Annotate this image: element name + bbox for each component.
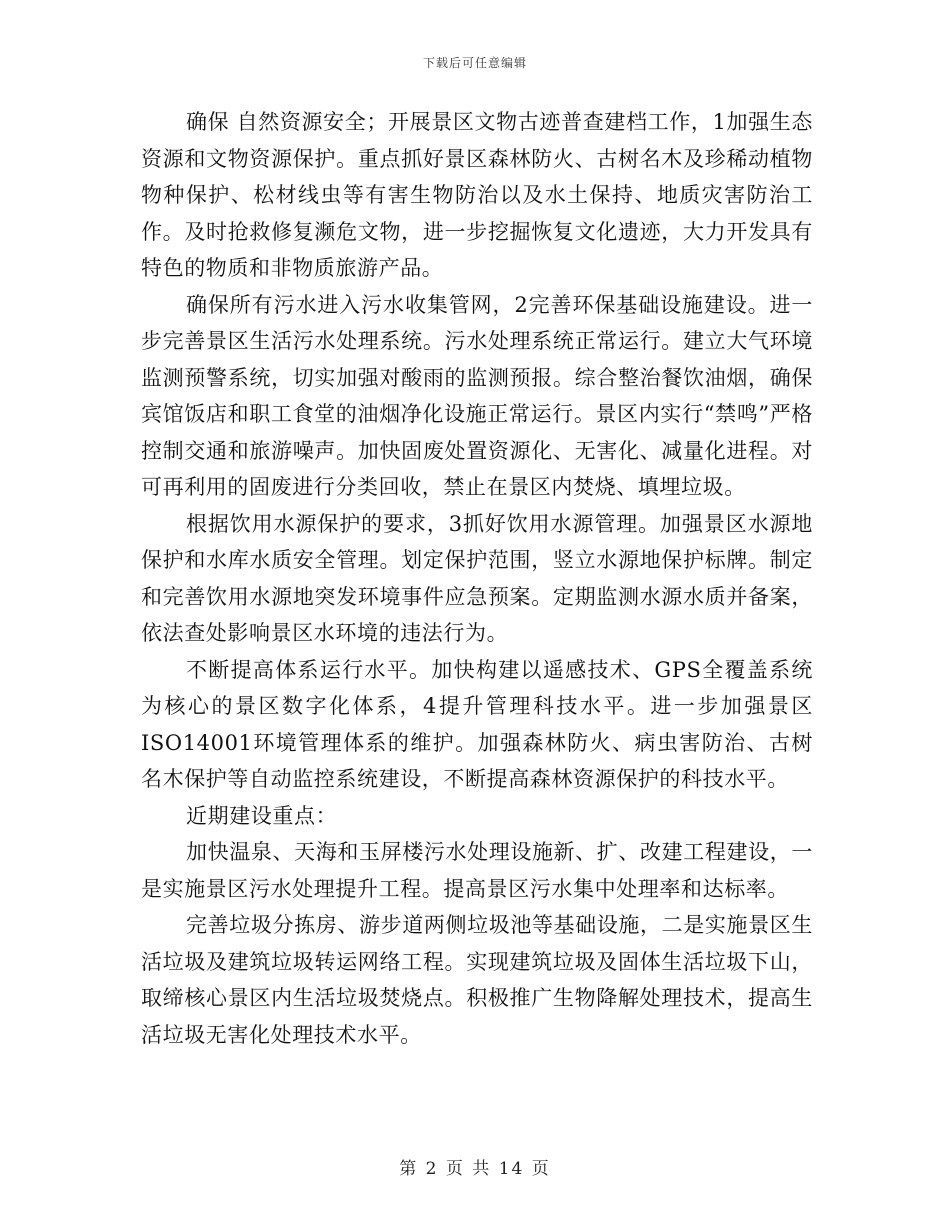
paragraph-garbage-project: 完善垃圾分拣房、游步道两侧垃圾池等基础设施，二是实施景区生活垃圾及建筑垃圾转运网络工程。实现建筑垃圾及固体生活垃圾下山，取缔核心景区内生活垃圾焚烧点。积极推广生物降解处理技术，提高生活垃圾无害化处理技术水平。 (141, 913, 813, 1047)
paragraph-recent-priorities-heading: 近期建设重点： (186, 803, 338, 828)
paragraph-resource-protection: 确保 自然资源安全；开展景区文物古迹普查建档工作，1加强生态资源和文物资源保护。重点抓好景区森林防火、古树名木及珍稀动植物物种保护、松材线虫等有害生物防治以及水土保持、地质灾害防治工作。及时抢救修复濒危文物，进一步挖掘恢复文化遗迹，大力开发具有 特色的物质和非物质旅游产品。 (141, 110, 813, 280)
document-body (141, 104, 813, 1053)
paragraph-water-source-management: 根据饮用水源保护的要求，3抓好饮用水源管理。加强景区水源地保护和水库水质安全管理。划定保护范围，竖立水源地保护标牌。制定和完善饮用水源地突发环境事件应急预案。定期监测水源水质并备案，依法查处影响景区水环境的违法行为。 (141, 511, 813, 645)
paragraph-technology-level: 不断提高体系运行水平。加快构建以遥感技术、GPS全覆盖系统为核心的景区数字化体系，4提升管理科技水平。进一步加强景区ISO14001环境管理体系的维护。加强森林防火、病虫害防治、古树名木保护等自动监控系统建设，不断提高森林资源保护的科技水平。 (141, 657, 813, 791)
paragraph-sewage-project: 加快温泉、天海和玉屏楼污水处理设施新、扩、改建工程建设，一是实施景区污水处理提升工程。提高景区污水集中处理率和达标率。 (141, 840, 813, 901)
page-number-footer: 第 2 页 共 14 页 (399, 1159, 551, 1179)
page-header: 下载后可任意编辑 (422, 56, 527, 70)
paragraph-environmental-infrastructure: 确保所有污水进入污水收集管网，2完善环保基础设施建设。进一步完善景区生活污水处理系统。污水处理系统正常运行。建立大气环境监测预警系统，切实加强对酸雨的监测预报。综合整治餐饮油烟，确保宾馆饭店和职工食堂的油烟净化设施正常运行。景区内实行“禁鸣”严格控制交通和旅游噪声。加快固废处置资源化、无害化、减量化进程。对可再利用的固废进行分类回收，禁止在景区内焚烧、填埋垃圾。 (141, 292, 813, 499)
